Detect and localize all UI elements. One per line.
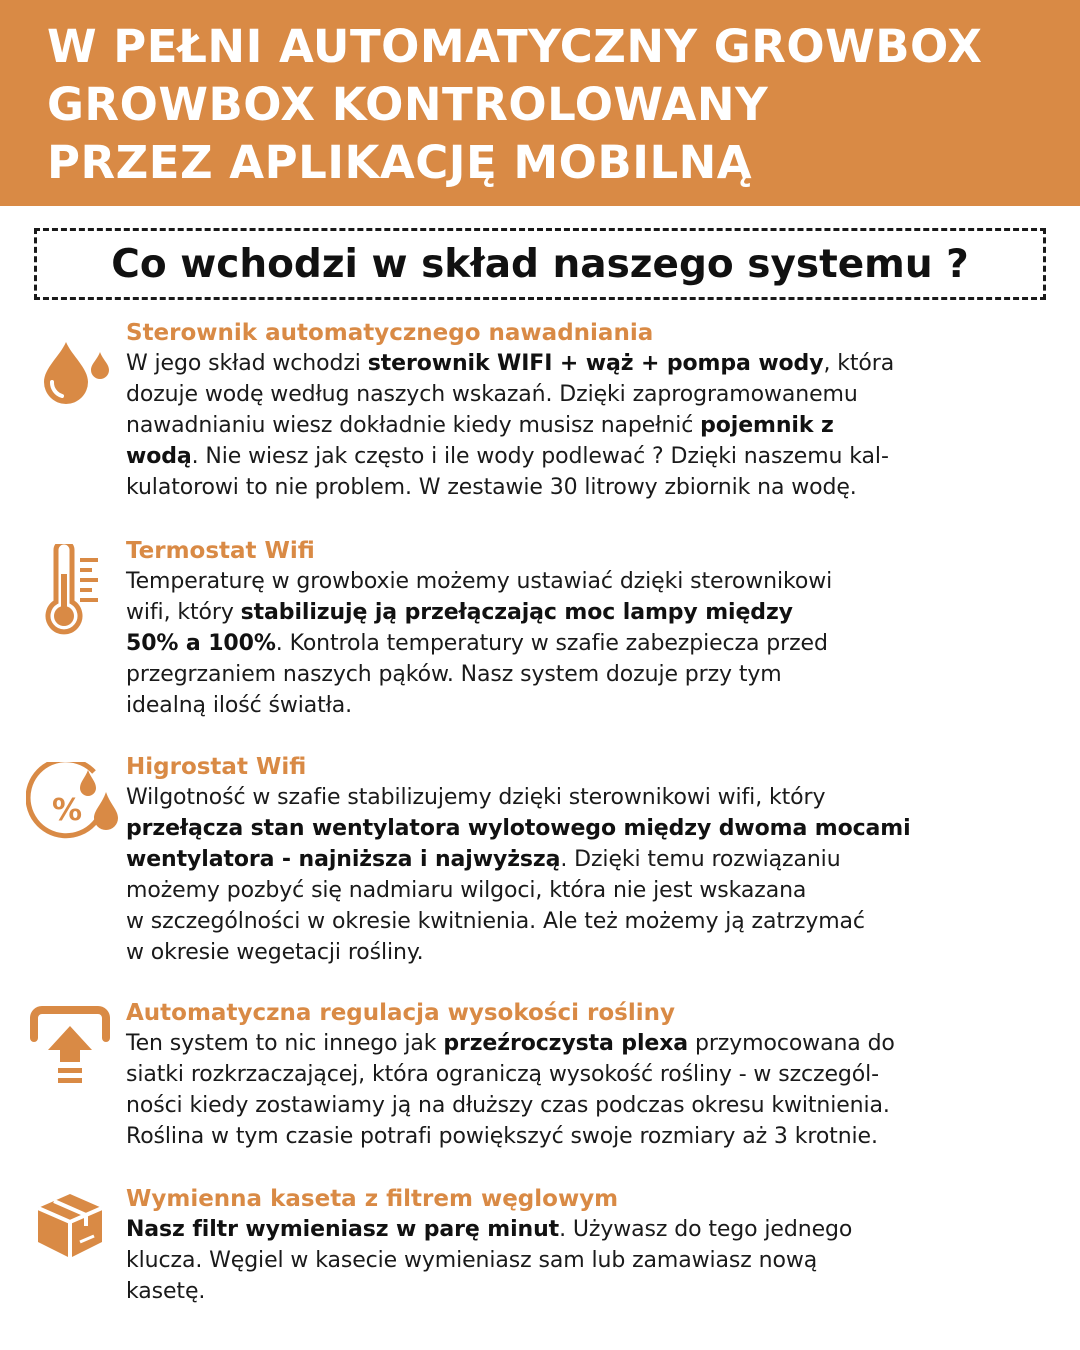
section-text [126, 318, 1046, 503]
header-banner [0, 0, 1080, 206]
section-body: Nasz filtr wymieniasz w parę minut. Używasz do tego jednego klucza. Węgiel w kasecie wymieniasz sam lub zamawiasz nową kasetę. [126, 1217, 853, 1304]
section-title: Termostat Wifi [126, 538, 315, 564]
subtitle-box [34, 228, 1046, 300]
humidity-percent-icon [26, 762, 106, 842]
section-title: Sterownik automatycznego nawadniania [126, 320, 654, 346]
header-line: W PEŁNI AUTOMATYCZNY GROWBOX [47, 20, 983, 73]
box-icon [30, 1186, 110, 1266]
section-title: Higrostat Wifi [126, 754, 307, 780]
height-arrow-up-icon [30, 1004, 110, 1084]
water-drops-icon [30, 332, 110, 412]
section-title: Wymienna kaseta z filtrem węglowym [126, 1186, 619, 1212]
section-body: W jego skład wchodzi sterownik WIFI + wąż + pompa wody, która dozuje wodę według naszych wskazań. Dzięki zaprogramowanemu nawadnianiu wiesz dokładnie kiedy musisz napełnić pojemnik z wodą. Nie wiesz jak często i ile wody podlewać ? Dzięki naszemu kal- kulatorowi to nie problem. W zestawie 30 litrowy zbiornik na wodę. [126, 351, 895, 500]
section-body: Ten system to nic innego jak przeźroczysta plexa przymocowana do siatki rozkrzaczającej, która ograniczą wysokość rośliny - w szczegól- ności kiedy zostawiamy ją na dłuższy czas podczas okresu kwitnienia. Roślina w tym czasie potrafi powiększyć swoje rozmiary aż 3 krotnie. [126, 1031, 895, 1149]
header-line: GROWBOX KONTROLOWANY [47, 78, 769, 131]
section-text [126, 752, 1046, 968]
section-title: Automatyczna regulacja wysokości rośliny [126, 1000, 675, 1026]
thermometer-icon [30, 544, 110, 624]
section-text [126, 1184, 1046, 1307]
section-body: Temperaturę w growboxie możemy ustawiać dzięki sterownikowi wifi, który stabilizuję ją przełączając moc lampy między 50% a 100%. Kontrola temperatury w szafie zabezpiecza przed przegrzaniem naszych pąków. Nasz system dozuje przy tym idealną ilość światła. [126, 569, 833, 718]
svg-text:%: % [52, 793, 83, 828]
section-body: Wilgotność w szafie stabilizujemy dzięki sterownikowi wifi, który przełącza stan wentylatora wylotowego między dwoma mocami wentylatora - najniższa i najwyższą. Dzięki temu rozwiązaniu możemy pozbyć się nadmiaru wilgoci, która nie jest wskazana w szczególności w okresie kwitnienia. Ale też możemy ją zatrzymać w okresie wegetacji rośliny. [126, 785, 911, 965]
header-line: PRZEZ APLIKACJĘ MOBILNĄ [47, 136, 753, 189]
section-text [126, 536, 1046, 721]
subtitle: Co wchodzi w skład naszego systemu ? [111, 241, 969, 287]
section-text [126, 998, 1046, 1152]
